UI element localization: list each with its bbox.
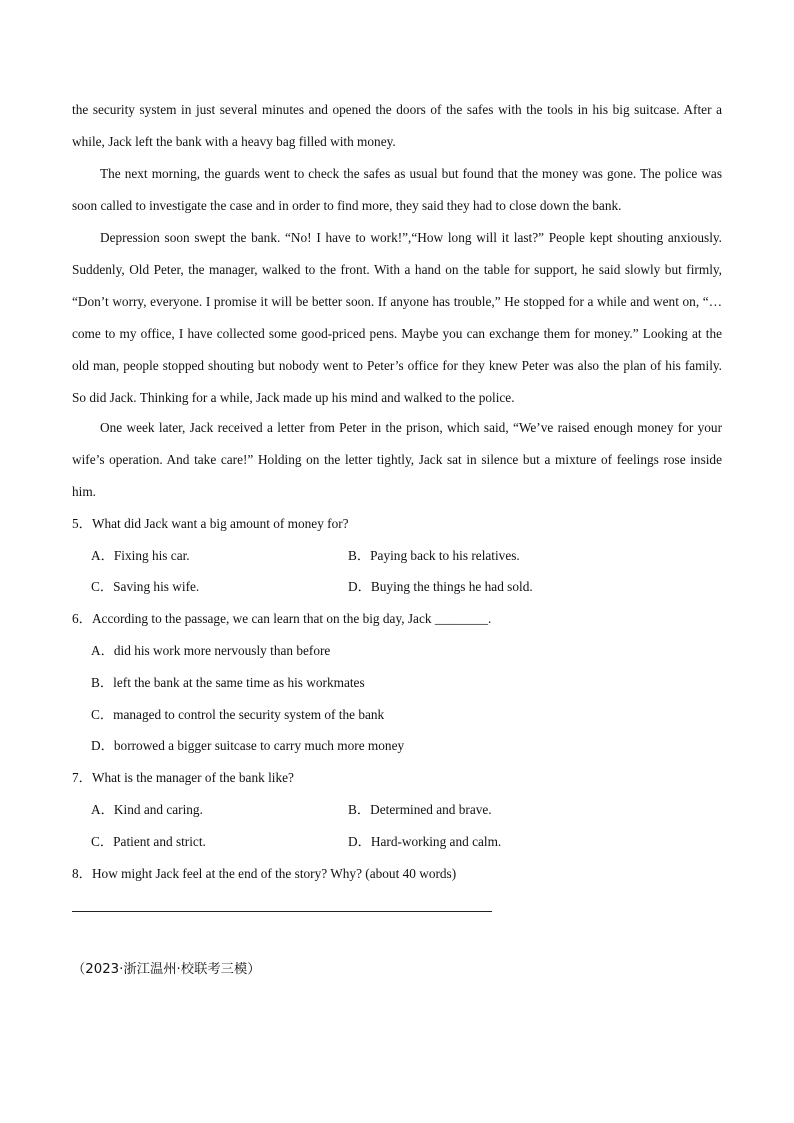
- question-5-option-b: B．Paying back to his relatives.: [348, 548, 520, 563]
- question-7-option-d: D．Hard-working and calm.: [348, 834, 502, 849]
- answer-line: [72, 911, 492, 912]
- source-note: （2023·浙江温州·校联考三模）: [72, 962, 261, 977]
- passage-paragraph-4: One week later, Jack received a letter from Peter in the prison, which said, “We’ve raised enough money for your wife’s operation. And take care!” Holding on the letter tightly, Jack sat in silence but a mixture of feelings rose inside him.: [72, 420, 722, 499]
- passage-paragraph-3: Depression soon swept the bank. “No! I have to work!”,“How long will it last?” People kept shouting anxiously. Suddenly, Old Peter, the manager, walked to the front. With a hand on the table for support, he said slowly but firmly, “Don’t worry, everyone. I promise it will be better soon. If anyone has trouble,” He stopped for a while and went on, “… come to my office, I have collected some good-priced pens. Maybe you can exchange them for money.” Looking at the old man, people stopped shouting but nobody went to Peter’s office for they knew Peter was also the plan of his family. So did Jack. Thinking for a while, Jack made up his mind and walked to the police.: [72, 230, 722, 405]
- passage-paragraph-2: The next morning, the guards went to check the safes as usual but found that the money was gone. The police was soon called to investigate the case and in order to find more, they said they had to close down the bank.: [72, 166, 722, 213]
- question-5-option-a: A．Fixing his car.: [91, 548, 190, 563]
- question-6-option-c: C．managed to control the security system of the bank: [91, 707, 385, 722]
- question-7-option-c: C．Patient and strict.: [91, 834, 206, 849]
- question-6-stem: 6．According to the passage, we can learn that on the big day, Jack ________.: [72, 611, 492, 626]
- question-6-option-a: A．did his work more nervously than before: [91, 643, 331, 658]
- question-8-stem: 8．How might Jack feel at the end of the story? Why? (about 40 words): [72, 866, 457, 881]
- question-5-stem: 5．What did Jack want a big amount of money for?: [72, 516, 349, 531]
- question-7-option-a: A．Kind and caring.: [91, 802, 203, 817]
- question-7-option-b: B．Determined and brave.: [348, 802, 492, 817]
- question-5-option-c: C．Saving his wife.: [91, 579, 200, 594]
- question-7-stem: 7．What is the manager of the bank like?: [72, 770, 294, 785]
- question-5-option-d: D．Buying the things he had sold.: [348, 579, 533, 594]
- question-6-option-b: B．left the bank at the same time as his workmates: [91, 675, 365, 690]
- passage-paragraph-1: the security system in just several minutes and opened the doors of the safes with the tools in his big suitcase. After a while, Jack left the bank with a heavy bag filled with money.: [72, 102, 722, 149]
- question-6-option-d: D．borrowed a bigger suitcase to carry much more money: [91, 738, 405, 753]
